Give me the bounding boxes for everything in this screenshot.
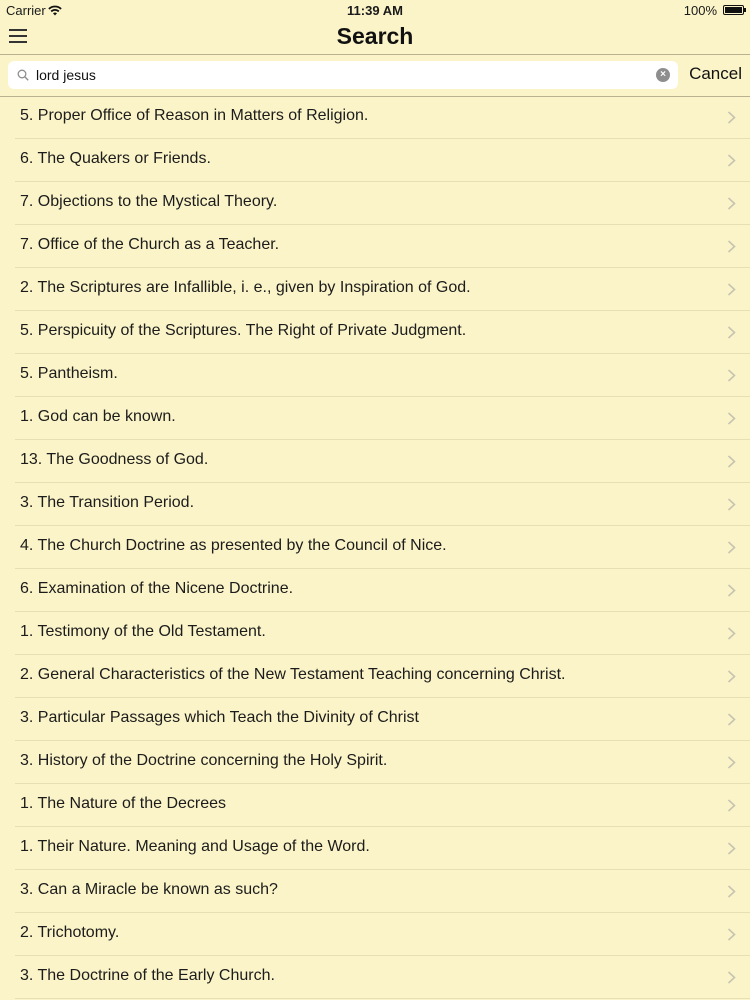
- list-item[interactable]: [0, 526, 750, 569]
- chevron-right-icon: [727, 369, 736, 382]
- list-item[interactable]: [0, 311, 750, 354]
- list-item[interactable]: [0, 913, 750, 956]
- list-item-label: 7. Office of the Church as a Teacher.: [20, 236, 280, 253]
- list-item-label: 2. Trichotomy.: [20, 924, 120, 941]
- list-item-label: 1. Their Nature. Meaning and Usage of the Word.: [20, 838, 370, 855]
- list-item-label: 3. Particular Passages which Teach the Divinity of Christ: [20, 709, 419, 726]
- list-item[interactable]: [0, 268, 750, 311]
- list-item-label: 5. Proper Office of Reason in Matters of Religion.: [20, 107, 369, 124]
- list-item[interactable]: [0, 440, 750, 483]
- list-item[interactable]: [0, 397, 750, 440]
- chevron-right-icon: [727, 799, 736, 812]
- status-bar: [0, 0, 750, 20]
- page-title: Search: [336, 23, 414, 49]
- chevron-right-icon: [727, 197, 736, 210]
- search-bar: [0, 55, 750, 97]
- list-item-label: 6. The Quakers or Friends.: [20, 150, 211, 167]
- navigation-bar: [0, 20, 750, 55]
- list-item[interactable]: [0, 612, 750, 655]
- battery-percent: 100%: [683, 3, 717, 18]
- clock: 11:39 AM: [347, 3, 403, 18]
- list-item-label: 6. Examination of the Nicene Doctrine.: [20, 580, 294, 597]
- list-item[interactable]: [0, 96, 750, 139]
- list-item[interactable]: [0, 827, 750, 870]
- chevron-right-icon: [727, 756, 736, 769]
- search-input[interactable]: [36, 61, 656, 89]
- search-results-list: [0, 96, 750, 999]
- clear-search-icon[interactable]: ×: [656, 68, 670, 82]
- chevron-right-icon: [727, 584, 736, 597]
- list-item-label: 4. The Church Doctrine as presented by the Council of Nice.: [20, 537, 447, 554]
- list-item[interactable]: [0, 655, 750, 698]
- chevron-right-icon: [727, 971, 736, 984]
- chevron-right-icon: [727, 412, 736, 425]
- chevron-right-icon: [727, 326, 736, 339]
- list-item[interactable]: [0, 354, 750, 397]
- list-item[interactable]: [0, 870, 750, 913]
- list-item-label: 1. The Nature of the Decrees: [20, 795, 227, 812]
- list-item-label: 5. Pantheism.: [20, 365, 118, 382]
- chevron-right-icon: [727, 111, 736, 124]
- chevron-right-icon: [727, 713, 736, 726]
- list-item[interactable]: [0, 483, 750, 526]
- list-item-label: 5. Perspicuity of the Scriptures. The Right of Private Judgment.: [20, 322, 467, 339]
- search-icon: [17, 69, 29, 81]
- list-item-label: 3. The Doctrine of the Early Church.: [20, 967, 275, 984]
- chevron-right-icon: [727, 283, 736, 296]
- chevron-right-icon: [727, 928, 736, 941]
- list-item[interactable]: [0, 784, 750, 827]
- list-item[interactable]: [0, 956, 750, 999]
- list-item-label: 3. History of the Doctrine concerning the Holy Spirit.: [20, 752, 388, 769]
- carrier-label: Carrier: [6, 3, 46, 18]
- list-item-label: 7. Objections to the Mystical Theory.: [20, 193, 278, 210]
- list-item-label: 1. Testimony of the Old Testament.: [20, 623, 266, 640]
- chevron-right-icon: [727, 541, 736, 554]
- chevron-right-icon: [727, 885, 736, 898]
- list-item-label: 1. God can be known.: [20, 408, 176, 425]
- chevron-right-icon: [727, 498, 736, 511]
- list-item-label: 2. The Scriptures are Infallible, i. e., given by Inspiration of God.: [20, 279, 471, 296]
- chevron-right-icon: [727, 154, 736, 167]
- chevron-right-icon: [727, 455, 736, 468]
- cancel-button[interactable]: Cancel: [689, 64, 742, 83]
- chevron-right-icon: [727, 670, 736, 683]
- list-item[interactable]: [0, 182, 750, 225]
- list-item[interactable]: [0, 698, 750, 741]
- chevron-right-icon: [727, 240, 736, 253]
- list-item[interactable]: [0, 225, 750, 268]
- list-item-label: 3. The Transition Period.: [20, 494, 195, 511]
- battery-icon: [723, 5, 744, 15]
- chevron-right-icon: [727, 627, 736, 640]
- list-item-label: 13. The Goodness of God.: [20, 451, 209, 468]
- list-item-label: 3. Can a Miracle be known as such?: [20, 881, 278, 898]
- list-item[interactable]: [0, 139, 750, 182]
- list-item[interactable]: [0, 569, 750, 612]
- list-item-label: 2. General Characteristics of the New Testament Teaching concerning Christ.: [20, 666, 566, 683]
- chevron-right-icon: [727, 842, 736, 855]
- list-item[interactable]: [0, 741, 750, 784]
- search-field-container[interactable]: [8, 61, 678, 89]
